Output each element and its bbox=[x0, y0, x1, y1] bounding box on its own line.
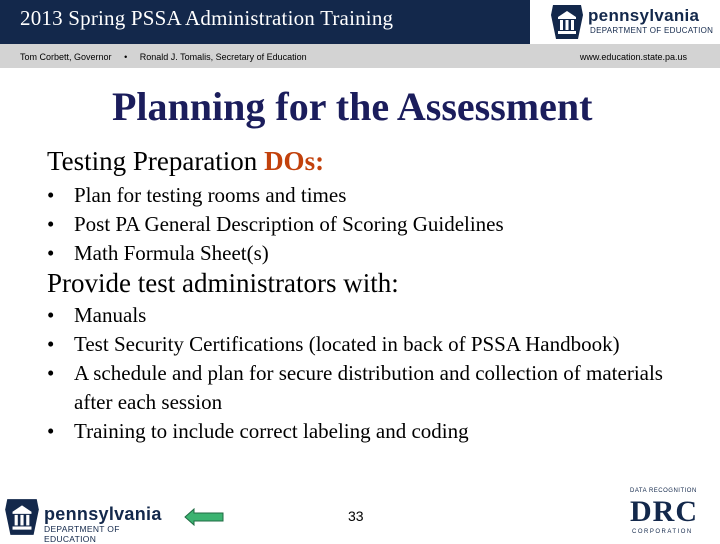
preparation-list bbox=[47, 181, 687, 268]
presentation-title: 2013 Spring PSSA Administration Training bbox=[20, 6, 394, 30]
drc-logo bbox=[626, 488, 714, 538]
section-heading-preparation bbox=[47, 146, 324, 177]
list-item: • Test Security Certifications (located in back of PSSA Handbook) bbox=[47, 330, 677, 359]
heading-text: Testing Preparation bbox=[47, 146, 258, 176]
pa-education-logo bbox=[548, 2, 716, 42]
left-arrow-icon[interactable] bbox=[184, 508, 224, 526]
list-item: • Manuals bbox=[47, 301, 677, 330]
drc-top-text: DATA RECOGNITION bbox=[630, 488, 697, 494]
administrators-list bbox=[47, 301, 677, 446]
header bbox=[0, 0, 720, 68]
page-number: 33 bbox=[348, 508, 364, 524]
governor-text: Tom Corbett, Governor bbox=[20, 52, 112, 62]
officials-line bbox=[20, 52, 317, 62]
sub-bar bbox=[0, 44, 720, 68]
list-item: • Training to include correct labeling and coding bbox=[47, 417, 677, 446]
slide-title: Planning for the Assessment bbox=[112, 84, 593, 129]
drc-bottom-text: CORPORATION bbox=[632, 529, 693, 535]
keystone-icon bbox=[4, 497, 40, 537]
pa-education-logo-footer bbox=[2, 496, 172, 544]
heading-accent: DOs: bbox=[264, 146, 325, 176]
list-item: • Math Formula Sheet(s) bbox=[47, 239, 687, 268]
logo-department: DEPARTMENT OF EDUCATION bbox=[44, 524, 120, 544]
title-bar bbox=[0, 0, 530, 44]
secretary-text: Ronald J. Tomalis, Secretary of Education bbox=[139, 52, 307, 62]
website-text: www.education.state.pa.us bbox=[579, 52, 687, 62]
separator-dot: • bbox=[124, 52, 128, 62]
list-item: • Plan for testing rooms and times bbox=[47, 181, 687, 210]
logo-wordmark: pennsylvania bbox=[44, 504, 162, 524]
list-item: • Post PA General Description of Scoring Guidelines bbox=[47, 210, 687, 239]
section-heading-administrators: Provide test administrators with: bbox=[47, 268, 399, 298]
logo-department: DEPARTMENT OF EDUCATION bbox=[590, 26, 714, 35]
logo-wordmark: pennsylvania bbox=[588, 6, 700, 25]
list-item: • A schedule and plan for secure distribution and collection of materials after each session bbox=[47, 359, 677, 417]
keystone-icon bbox=[550, 3, 584, 41]
drc-main-text: DRC bbox=[630, 495, 698, 528]
